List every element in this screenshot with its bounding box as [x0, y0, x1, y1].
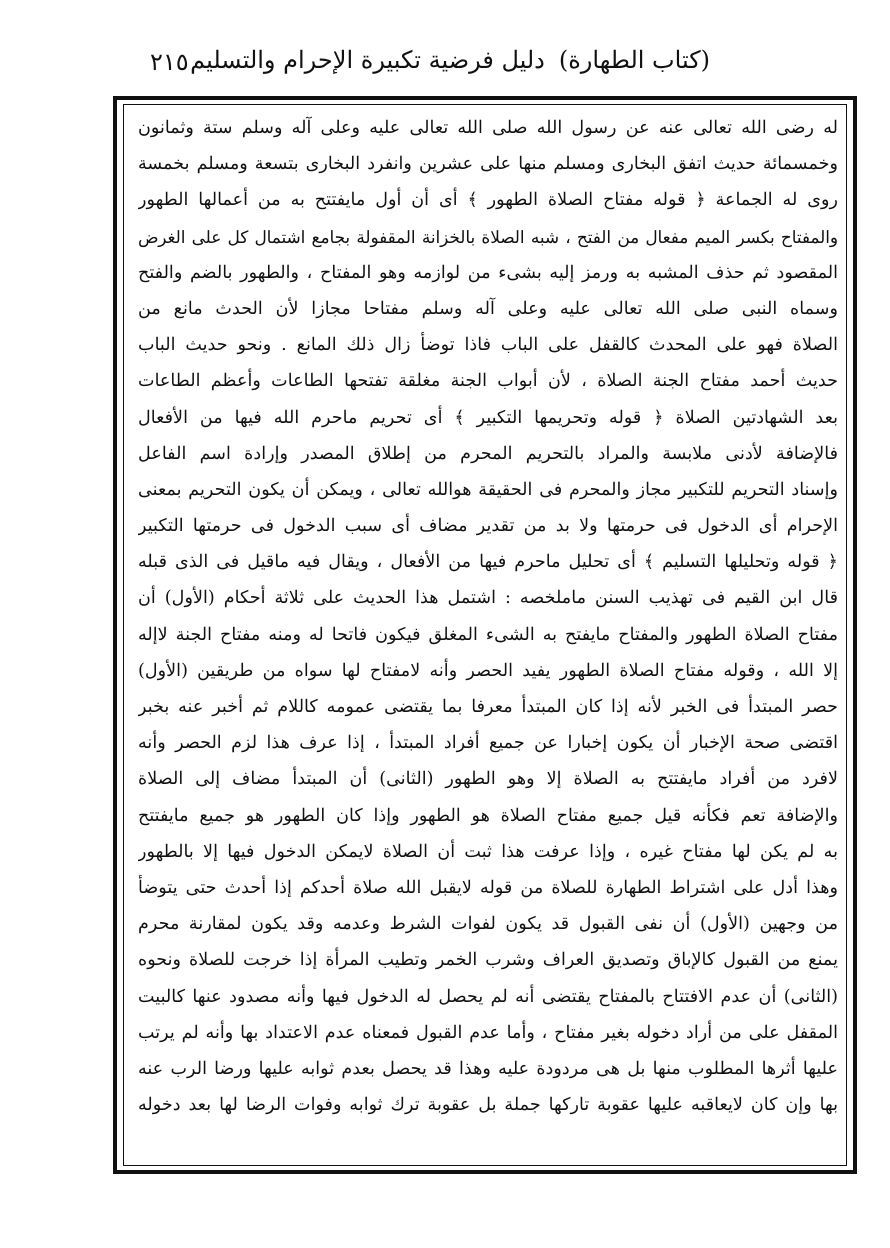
text-line: (الثانى) أن عدم الافتتاح بالمفتاح يقتضى أنه لم يحصل له الدخول فيها وأنه مصدود عنها كالبيت	[138, 986, 838, 1007]
text-line: وسماه النبى صلى الله تعالى عليه وعلى آله وسلم مفتاحا مجازا لأن الحدث مانع من	[138, 298, 838, 319]
text-line: روى له الجماعة ﴿ قوله مفتاح الصلاة الطهور ﴾ أى أن أول مايفتتح به من أعمالها الطهور	[138, 190, 838, 211]
text-line: المقفل على من أراد دخوله بغير مفتاح ، وأما عدم القبول فمعناه عدم الاعتداد بها وأنه لم يرتب	[138, 1022, 838, 1043]
text-line: له رضى الله تعالى عنه عن رسول الله صلى الله تعالى عليه وعلى آله وسلم ستة وثمانون	[138, 118, 838, 138]
text-line: والإضافة تعم فكأنه قيل جميع مفتاح الصلاة هو الطهور وإذا كان الطهور هو جميع مايفتتح	[138, 805, 838, 826]
body-text	[138, 110, 838, 1160]
text-line: وخمسمائة حديث اتفق البخارى ومسلم منها على عشرين وانفرد البخارى بتسعة ومسلم بخمسة	[138, 154, 838, 175]
text-line: ﴿ قوله وتحليلها التسليم ﴾ أى تحليل ماحرم فيها من الأفعال ، ويقال فيه ماقيل فى الذى قبله	[138, 552, 838, 573]
text-line: لافرد من أفراد مايفتتح به الصلاة إلا وهو الطهور (الثانى) أن المبتدأ مضاف إلى الصلاة	[138, 769, 838, 790]
chapter-title: دليل فرضية تكبيرة الإحرام والتسليم	[190, 46, 545, 74]
running-title	[190, 46, 710, 74]
text-line: وإسناد التحريم للتكبير مجاز والمحرم فى الحقيقة هوالله تعالى ، ويمكن أن يكون التحريم بمعنى	[138, 479, 838, 500]
text-line: الصلاة فهو على المحدث كالقفل على الباب فاذا توضأ زال ذلك المانع . ونحو حديث الباب	[138, 335, 838, 356]
text-line: إلا الله ، وقوله مفتاح الصلاة الطهور يفيد الحصر وأنه لامفتاح لها سواه من طريقين (الأول)	[138, 660, 838, 681]
text-line: قال ابن القيم فى تهذيب السنن ماملخصه : اشتمل هذا الحديث على ثلاثة أحكام (الأول) أن	[138, 588, 838, 609]
text-line: فالإضافة لأدنى ملابسة والمراد بالتحريم المحرم من إطلاق المصدر وإرادة اسم الفاعل	[138, 443, 838, 464]
text-line: الإحرام أى الدخول فى حرمتها ولا بد من تقدير مضاف أى سبب الدخول فى حرمتها التكبير	[138, 516, 838, 537]
text-line: به لم يكن لها مفتاح غيره ، وإذا عرفت هذا ثبت أن الصلاة لايمكن الدخول فيها إلا بالطهور	[138, 841, 838, 862]
text-line: حصر المبتدأ فى الخبر لأنه إذا كان المبتدأ معرفا بما يقتضى عمومه كاللام ثم أخبر عنه بخبر	[138, 697, 838, 717]
page-header	[100, 42, 800, 92]
text-line: المقصود ثم حذف المشبه به ورمز إليه بشىء من لوازمه وهو المفتاح ، والطهور بالضم والفتح	[138, 262, 838, 283]
text-line: يمنع من القبول كالإباق وتصديق العراف وشرب الخمر وتطيب المرأة إذا خرجت للصلاة ونحوه	[138, 950, 838, 971]
page-number: ٢١٥	[150, 48, 189, 76]
text-line: عليها أثرها المطلوب منها بل هى مردودة عليه وهذا قد يحصل بعدم ثوابه عليها ورضا الرب عنه	[138, 1058, 838, 1079]
book-title: (كتاب الطهارة)	[558, 46, 710, 74]
text-line: اقتضى صحة الإخبار أن يكون إخبارا عن جميع أفراد المبتدأ ، إذا عرف هذا لزم الحصر وأنه	[138, 733, 838, 754]
text-line: من وجهين (الأول) أن نفى القبول قد يكون لفوات الشرط وعدمه وقد يكون لمقارنة محرم	[138, 914, 838, 935]
text-line: بعد الشهادتين الصلاة ﴿ قوله وتحريمها التكبير ﴾ أى تحريم ماحرم الله فيها من الأفعال	[138, 407, 838, 428]
text-line: مفتاح الصلاة الطهور والمفتاح مايفتح به الشىء المغلق فيكون فاتحا له ومنه مفتاح الجنة لاإله	[138, 624, 838, 645]
text-line: بها وإن كان لايعاقبه عليها عقوبة تاركها جملة بل عقوبة ترك ثوابه وفوات الرضا لها بعد دخوله	[138, 1095, 838, 1116]
text-line: والمفتاح بكسر الميم مفعال من الفتح ، شبه الصلاة بالخزانة المقفولة بجامع اشتمال كل على الغرض	[138, 226, 838, 247]
text-line: وهذا أدل على اشتراط الطهارة للصلاة من قوله لايقبل الله صلاة أحدكم إذا أحدث حتى يتوضأ	[138, 877, 838, 898]
text-line: حديث أحمد مفتاح الجنة الصلاة ، لأن أبواب الجنة مغلقة تفتحها الطاعات وأعظم الطاعات	[138, 371, 838, 392]
